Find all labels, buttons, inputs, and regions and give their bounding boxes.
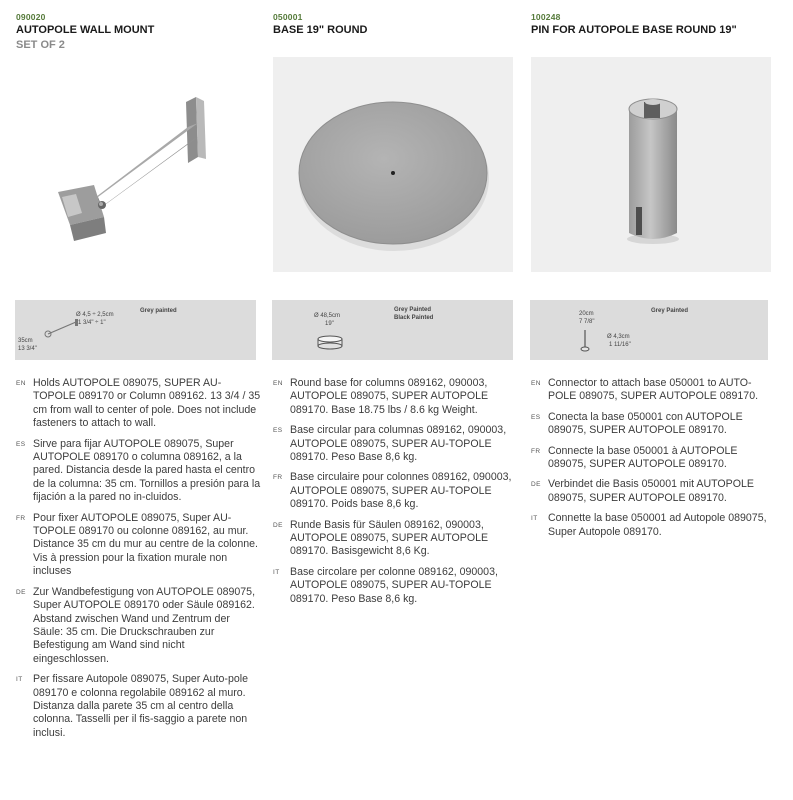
wall-mount-illustration — [16, 57, 256, 272]
description-text: Runde Basis für Säulen 089162, 090003, AUTOPOLE 089075, SUPER AUTOPOLE 089170. Basisgewicht 8,6 Kg. — [290, 518, 489, 558]
spec-diameter-inches: 1 11/16" — [609, 342, 631, 348]
spec-diameter: Ø 4,5 ÷ 2,5cm — [76, 312, 114, 318]
language-code: ES — [531, 413, 541, 421]
language-code: IT — [273, 568, 280, 576]
description-text: Conecta la base 050001 con AUTOPOLE 089075, SUPER AUTOPOLE 089170. — [548, 410, 743, 437]
spec-finish: Grey Painted — [394, 307, 432, 313]
language-code: IT — [16, 676, 23, 684]
pin-illustration — [531, 57, 771, 272]
language-code: IT — [531, 515, 538, 523]
description-es — [16, 438, 261, 505]
product-title: AUTOPOLE WALL MOUNT — [16, 24, 155, 36]
product-photo — [16, 57, 256, 272]
description-es — [273, 424, 518, 464]
pin-line-drawing — [578, 328, 592, 354]
product-photo — [531, 57, 771, 272]
spec-finish-alt: Black Painted — [394, 315, 434, 321]
description-text: Round base for columns 089162, 090003, AUTOPOLE 089075, SUPER AUTOPOLE 089170. Base 18.75 lbs / 8.6 kg Weight. — [290, 377, 489, 416]
description-en — [273, 377, 518, 417]
product-title: PIN FOR AUTOPOLE BASE ROUND 19" — [531, 24, 737, 36]
language-code: DE — [273, 521, 283, 529]
language-code: EN — [531, 380, 541, 387]
product-photo — [273, 57, 513, 272]
description-it — [16, 673, 261, 740]
spec-diameter-inches: 19" — [325, 321, 334, 327]
language-code: DE — [531, 481, 541, 489]
language-code: EN — [16, 380, 26, 387]
spec-length-inches: 13 3/4" — [18, 346, 37, 352]
spec-box — [272, 300, 513, 360]
language-code: ES — [273, 427, 283, 435]
description-de — [16, 586, 261, 666]
spec-length-inches: 7 7/8" — [579, 319, 595, 325]
spec-diameter: Ø 4,3cm — [607, 334, 630, 340]
product-title: BASE 19" ROUND — [273, 24, 368, 36]
description-text: Connette la base 050001 ad Autopole 089075, Super Autopole 089170. — [548, 512, 767, 538]
language-code: ES — [16, 440, 26, 448]
bracket-line-drawing — [42, 316, 82, 338]
description-es — [531, 411, 776, 438]
description-fr — [16, 512, 261, 579]
description-list — [273, 377, 518, 613]
description-list — [16, 377, 261, 747]
description-text: Holds AUTOPOLE 089075, SUPER AU-TOPOLE 089170 or Column 089162. 13 3/4 / 35 cm from wall to center of pole. Does not include fasteners to attach to wall. — [33, 377, 261, 430]
description-text: Base circulaire pour colonnes 089162, 090003, AUTOPOLE 089075, SUPER AU-TOPOLE 089170. Poids base 8,6 kg. — [290, 471, 512, 511]
language-code: DE — [16, 588, 26, 596]
spec-length: 20cm — [579, 311, 594, 317]
spec-length: 35cm — [18, 338, 33, 344]
description-text: Per fissare Autopole 089075, Super Auto-pole 089170 e colonna regolabile 089162 al muro. Distanza dalla parete 35 cm al centro della colonna. Tasselli per il fis-saggio a parete non inclusi. — [33, 673, 248, 739]
description-de — [531, 478, 776, 505]
description-fr — [531, 445, 776, 472]
language-code: FR — [16, 514, 26, 522]
product-code: 090020 — [16, 12, 46, 22]
description-de — [273, 519, 518, 559]
description-list — [531, 377, 776, 546]
description-it — [531, 512, 776, 539]
description-fr — [273, 471, 518, 511]
product-subtitle: SET OF 2 — [16, 39, 65, 51]
spec-diameter: Ø 48,5cm — [314, 313, 341, 319]
spec-diameter-inches: 1 3/4" ÷ 1" — [78, 320, 106, 326]
product-code: 050001 — [273, 12, 303, 22]
description-it — [273, 566, 518, 606]
description-text: Base circular para columnas 089162, 090003, AUTOPOLE 089075, SUPER AU-TOPOLE 089170. Peso Base 8,6 kg. — [290, 424, 507, 464]
product-code: 100248 — [531, 12, 561, 22]
round-base-illustration — [273, 57, 513, 272]
description-text: Sirve para fijar AUTOPOLE 089075, Super AUTOPOLE 089170 o columna 089162, a la pared. Distancia desde la pared hasta el centro de la columna: 35 cm. Tornillos a presión para la fijación a la pared no in-cluidos. — [33, 437, 261, 504]
description-text: Connecte la base 050001 à AUTOPOLE 089075, SUPER AUTOPOLE 089170. — [548, 444, 738, 471]
spec-box — [530, 300, 768, 360]
spec-finish: Grey Painted — [651, 308, 689, 314]
language-code: FR — [531, 447, 541, 455]
spec-finish: Grey painted — [140, 308, 177, 314]
base-line-drawing — [312, 331, 352, 355]
description-text: Base circolare per colonne 089162, 090003, AUTOPOLE 089075, SUPER AU-TOPOLE 089170. Peso Base 8,6 kg. — [290, 565, 498, 605]
description-text: Pour fixer AUTOPOLE 089075, Super AU-TOPOLE 089170 ou colonne 089162, au mur. Distance 35 cm du mur au centre de la colonne. Vis à pression pour la fixation murale non incluses — [33, 511, 258, 578]
description-text: Verbindet die Basis 050001 mit AUTOPOLE 089075, SUPER AUTOPOLE 089170. — [548, 478, 754, 504]
description-text: Zur Wandbefestigung von AUTOPOLE 089075, Super AUTOPOLE 089170 oder Säule 089162. Abstand zwischen Wand und Zentrum der Säule: 35 cm. Die Druckschrauben zur Befestigung am Wand sind nicht eingeschlossen. — [33, 585, 256, 665]
description-text: Connector to attach base 050001 to AUTO-POLE 089075, SUPER AUTOPOLE 089170. — [548, 377, 759, 403]
spec-box — [15, 300, 256, 360]
description-en — [16, 377, 261, 431]
language-code: EN — [273, 380, 283, 387]
language-code: FR — [273, 474, 283, 482]
description-en — [531, 377, 776, 404]
